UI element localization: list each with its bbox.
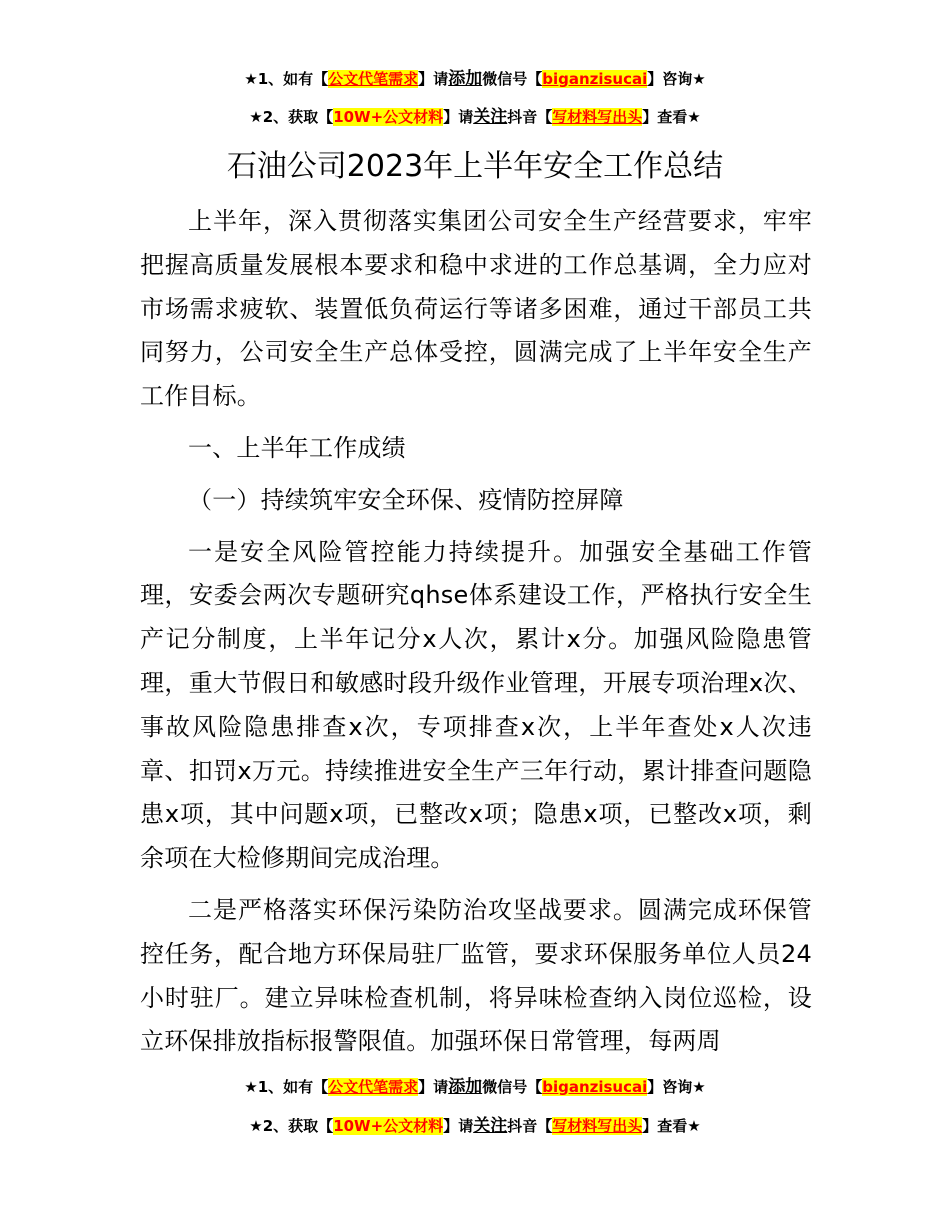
banner-emphasis: 添加 <box>448 69 483 89</box>
document-title: 石油公司2023年上半年安全工作总结 <box>226 149 724 184</box>
banner-text: 】请 <box>443 1117 474 1135</box>
banner-top-line-2 <box>0 106 950 128</box>
banner-text: 】咨询★ <box>647 70 706 88</box>
banner-text: 微信号【 <box>482 1078 543 1096</box>
document-body <box>140 200 812 1072</box>
banner-text: 抖音【 <box>507 108 553 126</box>
banner-text: 】请 <box>418 1078 449 1096</box>
section-heading: 一、上半年工作成绩 <box>188 433 406 462</box>
paragraph-environment: 二是严格落实环保污染防治攻坚战要求。圆满完成环保管控任务，配合地方环保局驻厂监管，要求环保服务单位人员24小时驻厂。建立异味检查机制，将异味检查纳入岗位巡检，设立环保排放指标报警限值。加强环保日常管理，每两周 <box>140 895 812 1056</box>
banner-emphasis: 关注 <box>473 1116 508 1136</box>
banner-text: 】查看★ <box>642 108 701 126</box>
banner-highlight: 公文代笔需求 <box>328 70 419 88</box>
banner-emphasis: 添加 <box>448 1077 483 1097</box>
banner-highlight: 10W+公文材料 <box>333 108 444 126</box>
banner-bottom-line-2 <box>0 1115 950 1137</box>
banner-text: 】查看★ <box>642 1117 701 1135</box>
paragraph-intro: 上半年，深入贯彻落实集团公司安全生产经营要求，牢牢把握高质量发展根本要求和稳中求进的工作总基调，全力应对市场需求疲软、装置低负荷运行等诸多困难，通过干部员工共同努力，公司安全生产总体受控，圆满完成了上半年安全生产工作目标。 <box>140 207 812 411</box>
banner-bottom-line-1 <box>0 1076 950 1098</box>
paragraph-safety-risk: 一是安全风险管控能力持续提升。加强安全基础工作管理，安委会两次专题研究qhse体系建设工作，严格执行安全生产记分制度，上半年记分x人次，累计x分。加强风险隐患管理，重大节假日和敏感时段升级作业管理，开展专项治理x次、事故风险隐患排查x次，专项排查x次，上半年查处x人次违章、扣罚x万元。持续推进安全生产三年行动，累计排查问题隐患x项，其中问题x项，已整改x项；隐患x项，已整改x项，剩余项在大检修期间完成治理。 <box>140 537 812 873</box>
banner-text: ★2、获取【 <box>249 1117 334 1135</box>
banner-highlight: biganzisucai <box>542 70 648 88</box>
banner-highlight: 公文代笔需求 <box>328 1078 419 1096</box>
banner-text: 】咨询★ <box>647 1078 706 1096</box>
banner-highlight: biganzisucai <box>542 1078 648 1096</box>
banner-text: ★1、如有【 <box>244 70 329 88</box>
banner-text: ★1、如有【 <box>244 1078 329 1096</box>
subsection-heading: （一）持续筑牢安全环保、疫情防控屏障 <box>188 485 624 514</box>
banner-text: 】请 <box>418 70 449 88</box>
banner-text: 抖音【 <box>507 1117 553 1135</box>
banner-emphasis: 关注 <box>473 107 508 127</box>
banner-text: 】请 <box>443 108 474 126</box>
banner-highlight: 10W+公文材料 <box>333 1117 444 1135</box>
banner-highlight: 写材料写出头 <box>552 1117 643 1135</box>
banner-text: ★2、获取【 <box>249 108 334 126</box>
banner-top-line-1 <box>0 68 950 90</box>
banner-highlight: 写材料写出头 <box>552 108 643 126</box>
banner-text: 微信号【 <box>482 70 543 88</box>
